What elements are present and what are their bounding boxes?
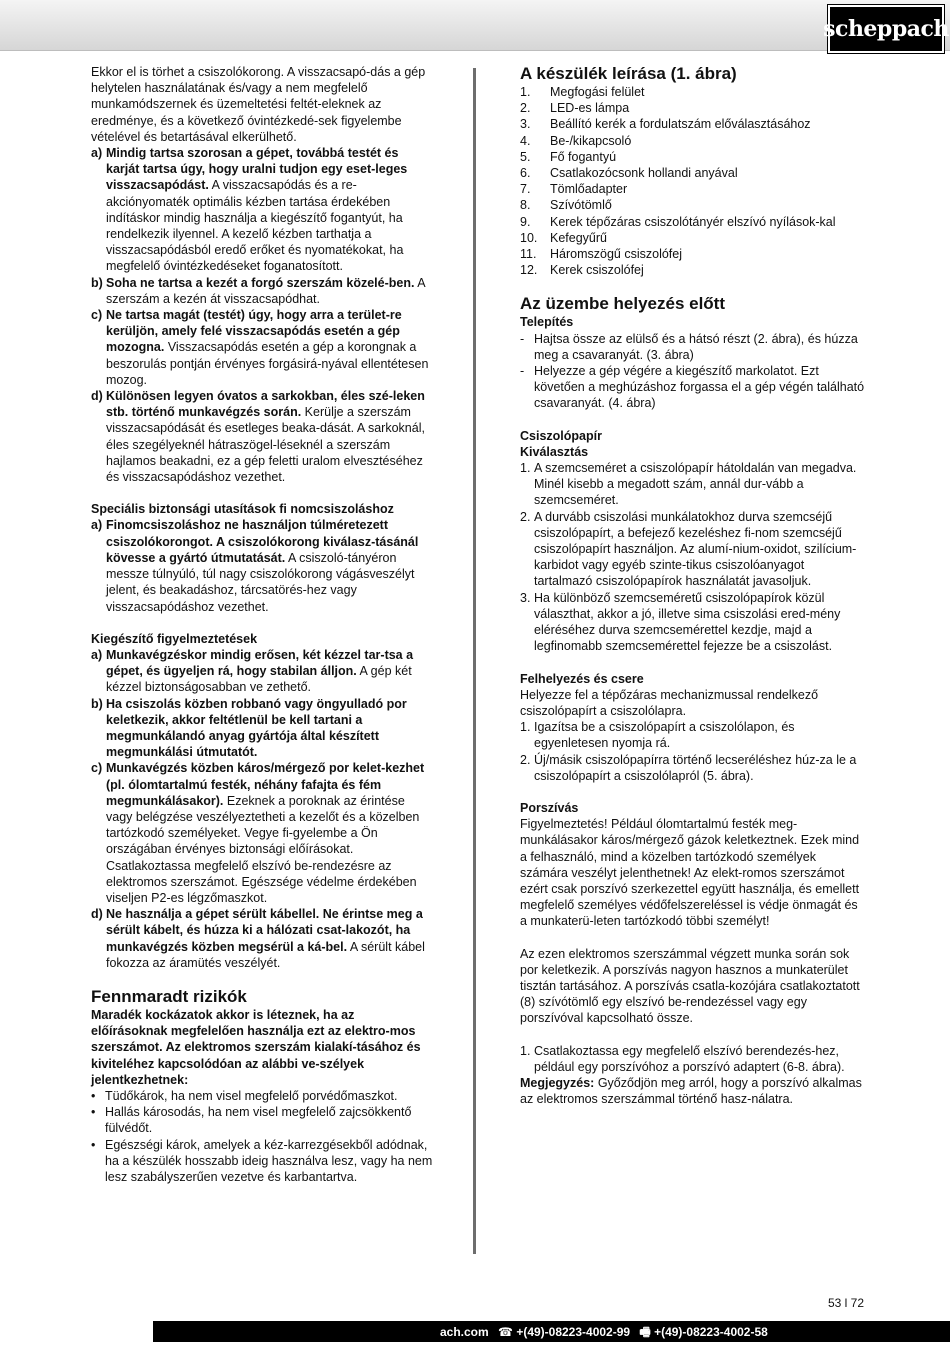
kickback-list (91, 145, 434, 485)
list-item (520, 460, 865, 509)
item-text: Igazítsa be a csiszolópapírt a csiszolólapon, és egyenletesen nyomja rá. (534, 720, 795, 751)
list-item (520, 262, 865, 278)
item-text: Kerek csiszolófej (550, 263, 644, 278)
list-item (520, 230, 865, 246)
list-item (520, 719, 865, 751)
list-item (91, 1088, 434, 1104)
item-text: Tüdőkárok, ha nem visel megfelelő porvédőmaszkot. (105, 1088, 398, 1103)
list-item (520, 363, 865, 412)
list-item (91, 307, 434, 388)
item-label: - (520, 364, 525, 379)
footer-bar (0, 1321, 950, 1342)
list-item (91, 1104, 434, 1136)
list-item (520, 246, 865, 262)
item-number: 7. (520, 182, 531, 197)
item-text: Hajtsa össze az elülső és a hátsó részt (2. ábra), és húzza meg a csavaranyát. (3. ábra) (534, 331, 858, 362)
risks-list (91, 1088, 434, 1185)
column-divider (473, 68, 476, 1254)
item-number: 8. (520, 198, 531, 213)
item-label: 1. (520, 720, 531, 735)
item-label: 2. (520, 509, 531, 524)
item-label: c) (91, 308, 103, 323)
item-label: b) (91, 275, 103, 290)
item-text: Fő fogantyú (550, 149, 617, 164)
mounting-intro: Helyezze fel a tépőzáras mechanizmussal rendelkező csiszolópapírt a csiszolólapra. (520, 687, 819, 718)
item-label: b) (91, 696, 103, 711)
item-text: Visszacsapódás esetén a gép a korongnak a beszorulás pontján érvényes forgásirá-nyával ellentétesen mozog. (106, 340, 429, 387)
list-item (91, 696, 434, 761)
list-item (520, 214, 865, 230)
item-number: 2. (520, 101, 531, 116)
item-text: Csatlakozócsonk hollandi anyával (550, 166, 738, 181)
item-text: A durvább csiszolási munkálatokhoz durva szemcséjű csiszolópapírt, a befejező kezeléshez fi-nom szemcséjű csiszolópapírt használjon. Az alumí-nium-oxidot, szilícium-karbidot vagy egyéb szinte-tikus csiszolóanyagot tartalmazó csiszolópapírok használatát javasoljuk. (534, 509, 857, 589)
item-label: 3. (520, 590, 531, 605)
item-text: A szemcseméret a csiszolópapír hátoldalán van megadva. Minél kisebb a megadott szám, annál dur-vább a szemcseméret. (534, 461, 857, 508)
extra-warnings-list (91, 647, 434, 971)
list-item (520, 84, 865, 100)
list-item (520, 100, 865, 116)
item-bold: Finomcsiszoláshoz ne használjon túlméretezett csiszolókorongot. A csiszolókorong kiválasz-tásánál kövesse a gyártó útmutatását. (106, 518, 419, 565)
special-list (91, 517, 434, 614)
list-item (520, 165, 865, 181)
item-label: d) (91, 907, 103, 922)
item-number: 9. (520, 214, 531, 229)
note-paragraph (520, 1075, 865, 1107)
item-number: 1. (520, 85, 531, 99)
special-instructions-heading: Speciális biztonsági utasítások fi nomcsiszoláshoz (91, 502, 394, 517)
list-item (520, 133, 865, 149)
list-item (520, 509, 865, 590)
item-text: Szívótömlő (550, 198, 612, 213)
list-item (91, 647, 434, 696)
item-number: 11. (520, 247, 537, 262)
item-text: A sérült kábel fokozza az áramütés veszélyét. (106, 939, 425, 970)
list-item (520, 197, 865, 213)
item-bold: Munkavégzéskor mindig erősen, két kézzel tar-tsa a gépet, és ügyeljen rá, hogy stabilan álljon. (106, 647, 414, 679)
footer-website: ach.com (440, 1325, 489, 1339)
item-label: d) (91, 389, 103, 404)
item-bold: Munkavégzés közben káros/mérgező por kelet-kezhet (pl. ólomtartalmú festék, néhány fafajta és fém megmunkálásakor). (106, 761, 425, 808)
extra-warnings-heading: Kiegészítő figyelmeztetések (91, 631, 258, 646)
installation-heading: Telepítés (520, 315, 574, 330)
footer-phone: ☎ +(49)-08223-4002-99 (498, 1325, 631, 1339)
item-label: a) (91, 146, 103, 161)
item-bold: Soha ne tartsa a kezét a forgó szerszám közelé-ben. (106, 275, 415, 290)
bullet-icon: • (91, 1088, 96, 1103)
before-setup-heading: Az üzembe helyezés előtt (520, 294, 726, 314)
footer-fax: 🖷 +(49)-08223-4002-58 (639, 1325, 768, 1339)
item-text: Tömlőadapter (550, 182, 628, 197)
item-text: Be-/kikapcsoló (550, 133, 632, 148)
item-text: Megfogási felület (550, 85, 645, 99)
item-text: LED-es lámpa (550, 101, 630, 116)
item-bold: Mindig tartsa szorosan a gépet, továbbá testét és karját tartsa úgy, hogy uralni tudjon egy eset-leges visszacsapódást. (106, 146, 408, 193)
note-label: Megjegyzés: (520, 1075, 595, 1090)
item-text: A szerszám a kezén át visszacsapódhat. (106, 275, 425, 306)
bullet-icon: • (91, 1105, 96, 1120)
note-text: Győződjön meg arról, hogy a porszívó alkalmas az elektromos szerszámmal történő hasz-nálatra. (520, 1075, 862, 1107)
list-item (520, 181, 865, 197)
list-item (520, 752, 865, 784)
item-text: Egészségi károk, amelyek a kéz-karrezgésekből adódnak, ha a készülék hosszabb ideig használva lesz, vagy ha nem lesz szabályszerűen vezetve és karbantartva. (105, 1137, 433, 1184)
dust-extraction-heading: Porszívás (520, 800, 579, 815)
item-text: Ha különböző szemcseméretű csiszolópapírok közül választhat, akkor a jó, illetve sima csiszolási ered-mény eléréséhez durva szemcsemérettel kezdje, majd a legfinomabb szemcsemérettel fejezze be a csiszolást. (534, 590, 841, 654)
item-text: Beállító kerék a fordulatszám előválasztásához (550, 117, 811, 132)
item-text: A visszacsapódás és a re-akciónyomaték optimális kézben tartása érdekében indításkor mindig használja a kiegészítő fogantyút, ha rendelkezik ilyennel. A kezelő kézben tarthatja a visszacsapódásból eredő erőket és nyomatékokat, ha megfelelő óvintézkedéseket foganatosított. (106, 178, 404, 274)
header-bar (0, 0, 950, 51)
item-label: a) (91, 647, 103, 662)
item-label: c) (91, 761, 103, 776)
list-item (520, 116, 865, 132)
dust-extraction-paragraph: Az ezen elektromos szerszámmal végzett munka során sok por keletkezik. A porszívás nagyon hasznos a munkaterület tisztán tartásához. A porszívás csatla-kozójára csatlakoztatott (8) szívótömlő egy elszívó be-rendezéssel vagy egy porszívóval kapcsolható össze. (520, 946, 860, 1026)
item-text: Kerek tépőzáras csiszolótányér elszívó nyílások-kal (550, 214, 836, 229)
selection-heading: Kiválasztás (520, 444, 589, 459)
list-item (91, 517, 434, 614)
item-text: Új/másik csiszolópapírra történő lecseréléshez húz-za le a csiszolópapírt a csiszolólapról (5. ábra). (534, 752, 857, 783)
list-item (91, 388, 434, 485)
right-column (520, 64, 865, 1107)
brand-logo-text: scheppach (823, 16, 949, 42)
residual-risks-heading: Fennmaradt rizikók (91, 986, 247, 1006)
item-bold: Különösen legyen óvatos a sarkokban, éles szé-leken stb. történő munkavégzés során. (106, 389, 425, 420)
item-number: 12. (520, 263, 538, 278)
brand-logo (823, 5, 949, 53)
intro-paragraph: Ekkor el is törhet a csiszolókorong. A visszacsapó-dás a gép helytelen használatának és/vagy a nem megfelelő munkamódszernek és üzemeltetési feltét-eleknek az eredménye, és a következő óvintézkedé-sek figyelembe vételével és betartásával elkerülhető. (91, 65, 426, 144)
item-bold: Ne használja a gépet sérült kábellel. Ne érintse meg a sérült kábelt, és húzza ki a hálózati csat-lakozót, ha munkavégzés közben megsérül a ká-bel. (106, 907, 423, 954)
item-text: Hallás károsodás, ha nem visel megfelelő zajcsökkentő fülvédőt. (105, 1105, 412, 1136)
item-number: 10. (520, 230, 538, 245)
item-number: 3. (520, 117, 531, 132)
item-text: Kefegyűrű (550, 230, 607, 245)
list-item (520, 590, 865, 655)
selection-list (520, 460, 865, 654)
item-label: - (520, 331, 525, 346)
item-text: Helyezze a gép végére a kiegészítő markolatot. Ezt követően a meghúzáshoz forgassa el a gép végén található csavaranyát. (4. ábra) (534, 364, 865, 411)
item-number: 6. (520, 166, 531, 181)
list-item (91, 1137, 434, 1186)
list-item (520, 149, 865, 165)
item-number: 4. (520, 133, 531, 148)
item-text: A csiszoló-tányéron messze túlnyúló, túl nagy csiszolókorong vágásveszélyt jelent, és beakadáshoz, tárcsatörés-hez vagy visszacsapódáshoz vezethet. (106, 550, 415, 614)
dust-extraction-list (520, 1043, 865, 1075)
item-text: Kerülje a szerszám visszacsapódását és esetleges beaka-dását. A sarkoknál, éles szegélyeknél hátraszögel-léseknél a szerszám hajlamos beakadni, ez a gép feletti uralom elvesztéséhez és visszacsapódáshoz vezethet. (106, 405, 425, 485)
item-label: 1. (520, 461, 531, 476)
list-item (91, 145, 434, 275)
sandpaper-heading: Csiszolópapír (520, 428, 602, 443)
item-bold: Ha csiszolás közben robbanó vagy öngyulladó por keletkezik, akkor feltétlenül be kell tartani a megmunkálandó anyag gyártója által készített megmunkálási útmutatót. (106, 696, 407, 760)
device-description-heading: A készülék leírása (1. ábra) (520, 64, 737, 83)
item-text: Háromszögű csiszolófej (550, 247, 682, 262)
parts-list (520, 84, 865, 278)
item-label: 1. (520, 1043, 531, 1058)
left-column (91, 64, 434, 1185)
page-number: 53 l 72 (827, 1296, 864, 1310)
residual-risks-intro: Maradék kockázatok akkor is léteznek, ha az előírásoknak megfelelően használja ezt az elektro-mos szerszámot. Az elektromos szerszám kialakí-tásához és kiviteléhez kapcsolódóan az alábbi ve-szélyek jelentkezhetnek: (91, 1007, 421, 1087)
list-item (91, 760, 434, 906)
installation-list (520, 331, 865, 412)
bullet-icon: • (91, 1137, 96, 1152)
item-label: a) (91, 518, 103, 533)
list-item (520, 1043, 865, 1075)
item-text: Csatlakoztassa egy megfelelő elszívó berendezés-hez, például egy porszívóhoz a porszívó adaptert (6-8. ábra). (534, 1043, 845, 1074)
list-item (91, 275, 434, 307)
dust-extraction-warning: Figyelmeztetés! Például ólomtartalmú festék meg-munkálásakor káros/mérgező gázok keletkeztnek. Ezek mind a felhasználó, mind a közelben tartózkodó személyek számára veszélyt jelenthetnek! Az elekt-romos szerszámot ezért csak porszívó szerkezettel együtt használja, és emellett megfelelő személyes védőfelszereléssel is védje önmagát és a munkaterü-leten tartózkodó többi személyt! (520, 817, 860, 929)
item-text: Ezeknek a poroknak az érintése vagy belégzése veszélyeztetheti a kezelőt és a közelben tartózkodó személyeket. Vegye fi-gyelembe a Ön országában érvényes biztonsági előírásokat. Csatlakoztassa megfelelő elszívó be-rendezésre az elektromos szerszámot. Egészsége védelme érdekében viseljen P2-es légzőmaszkot. (106, 793, 420, 905)
item-text: A gép két kézzel biztonságosabban ve zethető. (106, 664, 412, 695)
mounting-list (520, 719, 865, 784)
list-item (91, 906, 434, 971)
mounting-heading: Felhelyezés és csere (520, 671, 644, 686)
item-number: 5. (520, 149, 531, 164)
list-item (520, 331, 865, 363)
item-label: 2. (520, 752, 531, 767)
item-bold: Ne tartsa magát (testét) úgy, hogy arra a terület-re kerüljön, amely felé visszacsapódás esetén a gép mozogna. (106, 308, 402, 355)
